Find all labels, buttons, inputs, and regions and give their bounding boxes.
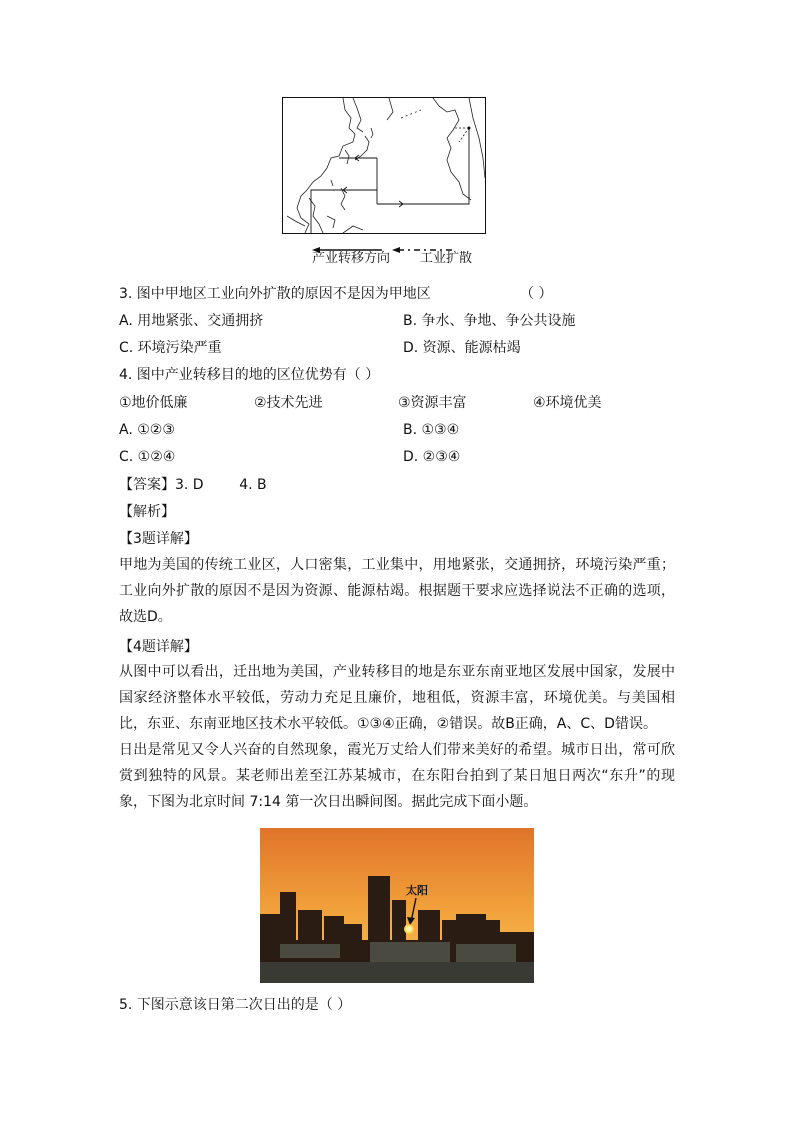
sun-label: 太阳 <box>406 884 428 897</box>
q3-option-b: B. 争水、争地、争公共设施 <box>403 313 576 329</box>
intro-paragraph: 日出是常见又令人兴奋的自然现象，霞光万丈给人们带来美好的希望。城市日出，常可欣赏到独特的风景。某老师出差至江苏某城市，在东阳台拍到了某日旭日两次“东升”的现象，下图为北京时间 7:14 第一次日出瞬间图。据此完成下面小题。 <box>119 742 675 810</box>
q4-item-3: ③资源丰富 <box>398 395 467 411</box>
q4-option-d: D. ②③④ <box>403 449 461 465</box>
q3-option-d: D. 资源、能源枯竭 <box>403 340 521 356</box>
legend-diffusion-label: 工业扩散 <box>420 251 473 266</box>
industry-transfer-map <box>282 97 486 234</box>
legend-transfer-arrow <box>312 241 382 245</box>
analysis-label: 【解析】 <box>119 504 175 520</box>
legend-diffusion-arrow <box>392 241 454 245</box>
q4-option-c: C. ①②④ <box>119 449 176 465</box>
q4-option-a: A. ①②③ <box>119 422 175 438</box>
q4-item-1: ①地价低廉 <box>119 395 188 411</box>
sunrise-photo-drawing <box>260 828 534 983</box>
q4-detail-label: 【4题详解】 <box>119 639 198 655</box>
q4-item-4: ④环境优美 <box>533 395 602 411</box>
map-drawing <box>283 98 485 233</box>
q3-paren: （ ） <box>520 286 553 302</box>
q3-option-c: C. 环境污染严重 <box>119 340 222 356</box>
legend-transfer-label: 产业转移方向 <box>312 251 391 266</box>
sunrise-photo <box>260 828 534 983</box>
q5-stem: 5. 下图示意该日第二次日出的是（ ） <box>119 997 352 1013</box>
q4-item-2: ②技术先进 <box>254 395 323 411</box>
q3-detail-label: 【3题详解】 <box>119 531 198 547</box>
q3-detail: 甲地为美国的传统工业区，人口密集，工业集中，用地紧张，交通拥挤，环境污染严重；工业向外扩散的原因不是因为资源、能源枯竭。根据题干要求应选择说法不正确的选项，故选D。 <box>119 557 675 625</box>
q4-detail: 从图中可以看出，迁出地为美国，产业转移目的地是东亚东南亚地区发展中国家，发展中国家经济整体水平较低，劳动力充足且廉价，地租低，资源丰富，环境优美。与美国相比，东亚、东南亚地区技术水平较低。①③④正确，②错误。故B正确，A、C、D错误。 <box>119 664 675 732</box>
q4-stem: 4. 图中产业转移目的地的区位优势有（ ） <box>119 367 380 383</box>
answer-line: 【答案】3. D 4. B <box>119 477 267 493</box>
q3-option-a: A. 用地紧张、交通拥挤 <box>119 313 264 329</box>
q3-stem: 3. 图中甲地区工业向外扩散的原因不是因为甲地区 <box>119 286 431 302</box>
q4-option-b: B. ①③④ <box>403 422 460 438</box>
